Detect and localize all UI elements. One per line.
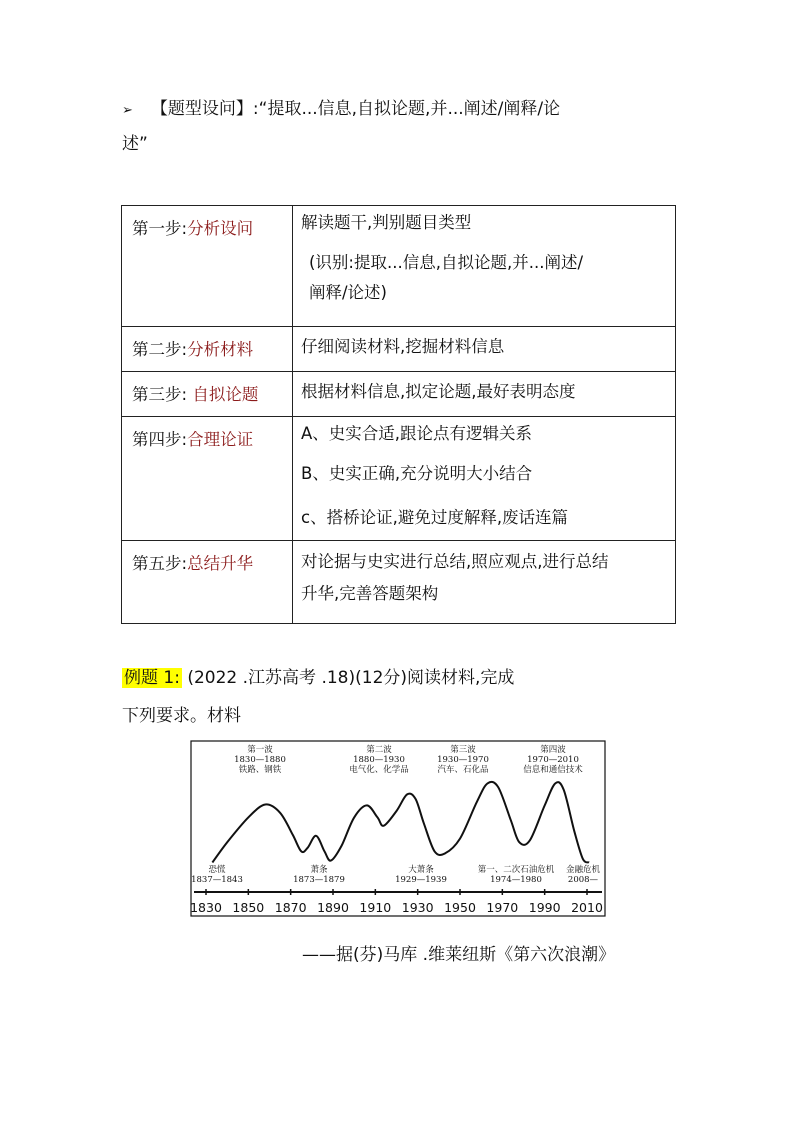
steps-table	[121, 205, 676, 624]
source-citation: ——据(芬)马库 .维莱纽斯《第六次浪潮》	[302, 945, 616, 965]
step-name: 分析材料	[187, 340, 254, 359]
peak-label: 铁路、钢铁	[238, 765, 282, 775]
peak-label: 1930—1970	[437, 755, 489, 765]
x-tick-label: 2010	[571, 900, 603, 915]
step-name: 分析设问	[187, 219, 254, 238]
trough-label: 第一、二次石油危机	[477, 865, 555, 875]
desc-line: c、搭桥论证,避免过度解释,废话连篇	[301, 508, 569, 527]
peak-label: 1970—2010	[527, 755, 579, 765]
desc-line: 解读题干,判别题目类型	[301, 213, 472, 232]
trough-label: 1837—1843	[191, 875, 243, 885]
trough-label: 大萧条	[408, 865, 434, 875]
trough-label: 恐慌	[208, 865, 226, 875]
peak-label: 1880—1930	[353, 755, 405, 765]
step-prefix: 第四步:	[132, 430, 188, 449]
bullet-arrow-icon: ➢	[122, 103, 133, 118]
trough-label: 1873—1879	[293, 875, 345, 885]
peak-label: 第二波	[366, 745, 392, 755]
step-desc	[293, 206, 676, 327]
step-label	[122, 417, 293, 541]
x-tick-label: 1870	[274, 900, 307, 915]
table-row	[122, 206, 676, 327]
x-tick-label: 1890	[317, 900, 349, 915]
peak-label: 第四波	[540, 745, 566, 755]
peak-label: 汽车、石化品	[437, 765, 489, 775]
step-desc	[293, 417, 676, 541]
prompt-line-1	[122, 98, 560, 122]
peak-label: 1830—1880	[234, 755, 286, 765]
example-label: 例题 1:	[124, 668, 180, 688]
prompt-line-2: 述”	[122, 134, 148, 154]
x-tick-label: 1850	[232, 900, 265, 915]
trough-label: 萧条	[310, 865, 328, 875]
example-line-2: 下列要求。材料	[122, 706, 241, 726]
desc-line: 对论据与史实进行总结,照应观点,进行总结	[301, 552, 609, 571]
prompt-text-1: 【题型设问】:“提取...信息,自拟论题,并...阐述/阐释/论	[150, 99, 561, 119]
step-desc	[293, 327, 676, 372]
desc-line: 升华,完善答题架构	[301, 584, 439, 603]
desc-line: 阐释/论述)	[309, 283, 387, 302]
x-tick-label: 1970	[486, 900, 519, 915]
example-line-1	[122, 667, 514, 689]
desc-line: (识别:提取...信息,自拟论题,并...阐述/	[309, 253, 584, 272]
peak-label: 第三波	[450, 745, 476, 755]
desc-line: 仔细阅读材料,挖掘材料信息	[301, 337, 505, 356]
trough-label: 2008—	[567, 875, 599, 885]
table-row	[122, 541, 676, 624]
step-label	[122, 372, 293, 417]
long-wave-chart	[190, 740, 608, 918]
step-desc	[293, 372, 676, 417]
trough-label: 金融危机	[565, 865, 601, 875]
step-prefix: 第三步:	[132, 385, 193, 404]
peak-label: 第一波	[247, 745, 273, 755]
peak-label: 信息和通信技术	[523, 765, 583, 775]
trough-label: 1929—1939	[395, 875, 447, 885]
peak-label: 电气化、化学品	[349, 765, 409, 775]
example-text-1: (2022 .江苏高考 .18)(12分)阅读材料,完成	[181, 668, 515, 688]
x-tick-label: 1950	[444, 900, 476, 915]
x-tick-label: 1930	[401, 900, 434, 915]
step-label	[122, 327, 293, 372]
x-tick-label: 1830	[190, 900, 222, 915]
table-row	[122, 417, 676, 541]
desc-line: B、史实正确,充分说明大小结合	[301, 464, 533, 483]
table-row	[122, 327, 676, 372]
step-prefix: 第二步:	[132, 340, 188, 359]
step-name: 自拟论题	[192, 385, 259, 404]
x-tick-label: 1910	[359, 900, 392, 915]
table-row	[122, 372, 676, 417]
trough-label: 1974—1980	[490, 875, 542, 885]
step-label	[122, 206, 293, 327]
desc-line: A、史实合适,跟论点有逻辑关系	[301, 424, 533, 443]
step-desc	[293, 541, 676, 624]
step-label	[122, 541, 293, 624]
step-prefix: 第五步:	[132, 554, 188, 573]
step-name: 总结升华	[187, 554, 254, 573]
step-name: 合理论证	[187, 430, 254, 449]
desc-line: 根据材料信息,拟定论题,最好表明态度	[301, 382, 576, 401]
step-prefix: 第一步:	[132, 219, 188, 238]
x-tick-label: 1990	[528, 900, 561, 915]
